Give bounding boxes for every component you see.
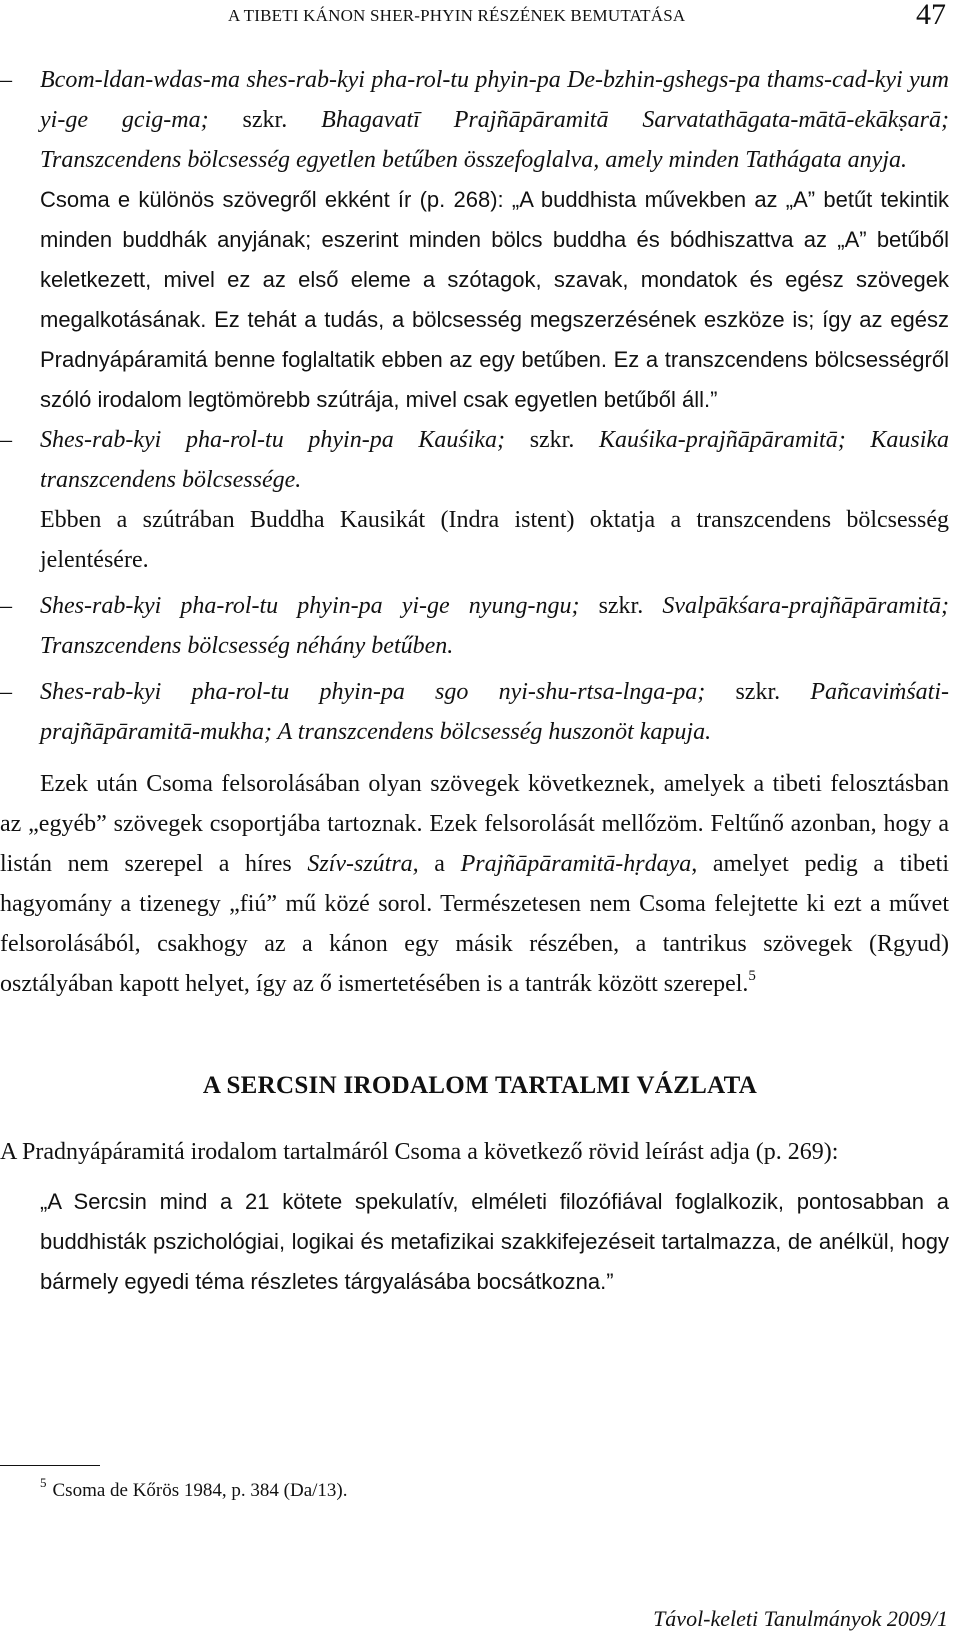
entry-dash: – (0, 67, 12, 93)
body-text (0, 60, 960, 1302)
footnote-number: 5 (40, 1475, 47, 1490)
entry-dash: – (0, 593, 12, 619)
entry-title-block (40, 586, 949, 666)
entry-dash: – (0, 679, 12, 705)
sanskrit-marker: szkr. (735, 679, 781, 705)
italic-title: Szív-szútra, (307, 851, 419, 877)
footnote (40, 1475, 348, 1502)
text-entry-4 (0, 672, 960, 752)
entry-dash: – (0, 427, 12, 453)
running-head: A TIBETI KÁNON SHER-PHYIN RÉSZÉNEK BEMUTATÁSA (228, 6, 686, 25)
paragraph-text: amelyet pedig a tibeti hagyomány a tizenegy „fiú” mű közé sorol. Természetesen nem Csoma felejtette ki ezt a művet felsorolásából, csakhogy az a kánon egy másik részében, a tantrikus szövegek (Rgyud) osztályában kapott helyet, így az ő ismertetésében is a tantrák között szerepel. (0, 851, 950, 997)
section-heading: A SERCSIN IRODALOM TARTALMI VÁZLATA (202, 1072, 758, 1099)
block-quote: „A Sercsin mind a 21 kötete spekulatív, elméleti filozófiával foglalkozik, pontosabban a buddhisták pszichológiai, logikai és metafizikai szakkifejezéseit tartalmazza, de anélkül, hogy bármely egyedi téma részletes tárgyalásába bocsátkozna.” (40, 1189, 949, 1294)
entry-description: Csoma e különös szövegről ekként ír (p. 268): „A buddhista művekben az „A” betűt tekintik minden buddhák anyjának; eszerint minden bölcs buddha és bódhiszattva az „A” betűből keletkezett, mivel ez az első eleme a szótagok, szavak, mondatok és egész szövegek megalkotásának. Ez tehát a tudás, a bölcsesség megszerzésének eszköze is; így az egész Pradnyápáramitá benne foglaltatik ebben az egy betűben. Ez a transzcendens bölcsességről szóló irodalom legtömörebb szútrája, mivel csak egyetlen betűből áll.” (40, 187, 949, 412)
sanskrit-translation: Svalpākśara-prajñāpāramitā; Transzcendens bölcsesség néhány betűben. (40, 593, 950, 659)
text-entry-1 (0, 60, 960, 420)
entry-description: Ebben a szútrában Buddha Kausikát (Indra istent) oktatja a transzcendens bölcsesség jelentésére. (40, 507, 949, 573)
journal-footer: Távol-keleti Tanulmányok 2009/1 (653, 1606, 948, 1631)
footnote-text: Csoma de Kőrös 1984, p. 384 (Da/13). (52, 1480, 348, 1501)
page-number: 47 (916, 0, 946, 31)
italic-title: Prajñāpāramitā-hṛdaya, (460, 851, 698, 877)
tibetan-title: Shes-rab-kyi pha-rol-tu phyin-pa yi-ge nyung-ngu; (40, 593, 580, 619)
text-entry-2 (0, 420, 960, 580)
sanskrit-translation: Bhagavatī Prajñāpāramitā Sarvatathāgata-mātā-ekākṣarā; Transzcendens bölcsesség egyetlen betűben összefoglalva, amely minden Tathágata anyja. (40, 107, 950, 173)
paragraph-text: a (418, 851, 461, 877)
entry-title-block (40, 420, 949, 500)
page-header (0, 0, 960, 40)
sanskrit-marker: szkr. (242, 107, 288, 133)
sanskrit-translation: Kauśika-prajñāpāramitā; Kausika transzcendens bölcsessége. (40, 427, 950, 493)
paragraph-text: Ezek után Csoma felsorolásában olyan szövegek következnek, amelyek a tibeti felosztásban az „egyéb” szövegek csoportjába tartoznak. Ezek felsorolását mellőzöm. Feltűnő azonban, hogy a listán nem szerepel a híres (0, 771, 949, 877)
sanskrit-marker: szkr. (529, 427, 575, 453)
tibetan-title: Shes-rab-kyi pha-rol-tu phyin-pa sgo nyi-shu-rtsa-lnga-pa; (40, 679, 706, 705)
body-paragraph (0, 764, 960, 1004)
footnote-reference[interactable]: 5 (748, 968, 756, 984)
text-entry-3 (0, 586, 960, 666)
section-intro: A Pradnyápáramitá irodalom tartalmáról Csoma a következő rövid leírást adja (p. 269): (0, 1139, 839, 1165)
spacer (0, 752, 960, 764)
entry-title-block (40, 672, 949, 752)
footnote-divider (0, 1465, 100, 1466)
tibetan-title: Shes-rab-kyi pha-rol-tu phyin-pa Kauśika; (40, 427, 506, 453)
tibetan-title: Bcom-ldan-wdas-ma shes-rab-kyi pha-rol-tu phyin-pa De-bzhin-gshegs-pa thams-cad-kyi yum yi-ge gcig-ma; (40, 67, 949, 133)
sanskrit-marker: szkr. (598, 593, 644, 619)
entry-title-block (40, 60, 949, 180)
sanskrit-translation: Pañcaviṁśati-prajñāpāramitā-mukha; A transzcendens bölcsesség huszonöt kapuja. (40, 679, 950, 745)
